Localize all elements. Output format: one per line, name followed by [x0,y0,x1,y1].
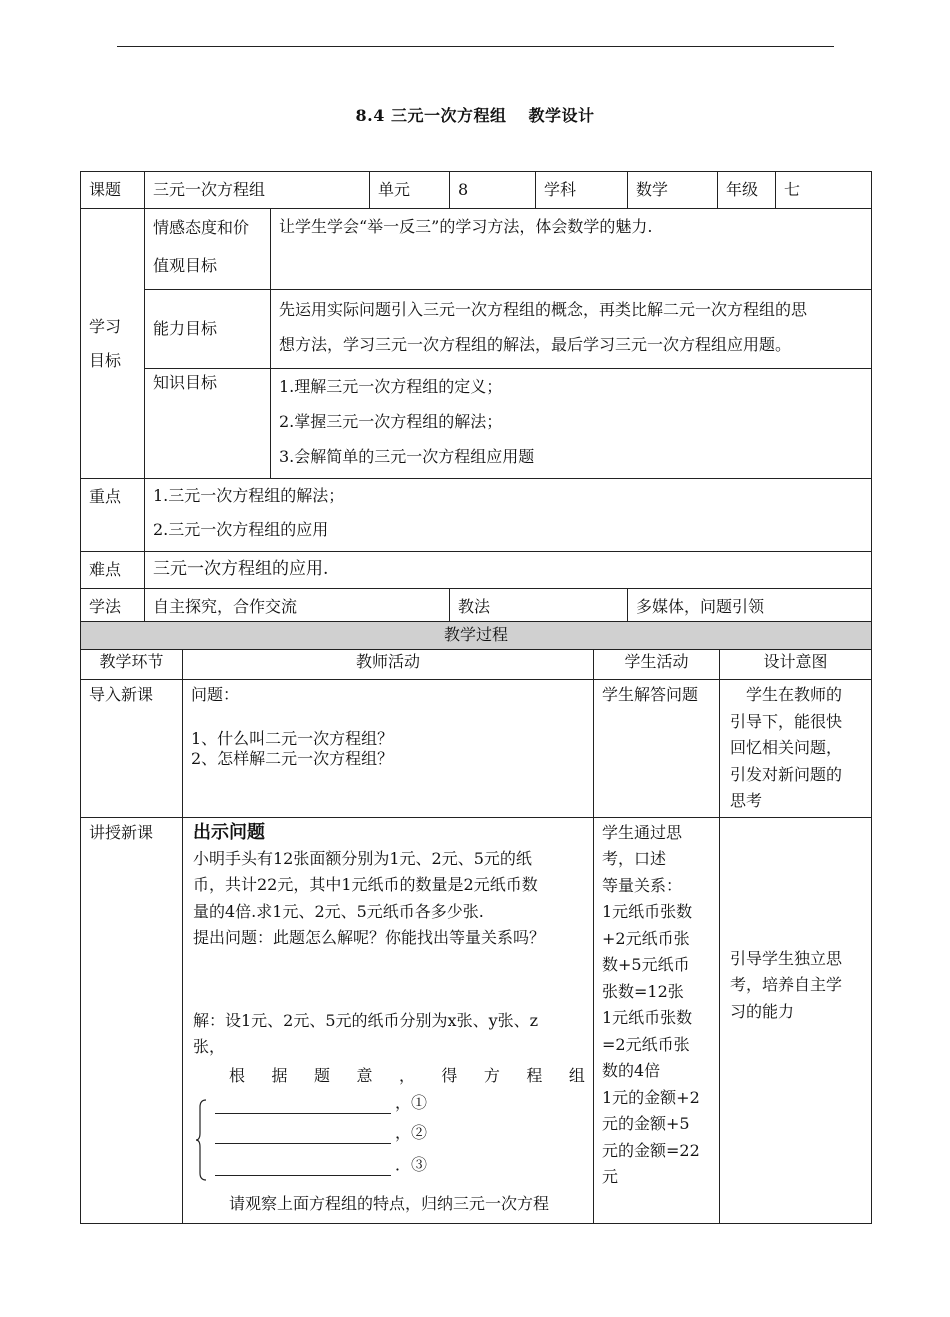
ability-goal-label: 能力目标 [145,290,271,369]
intent-teach: 引导学生独立思 考，培养自主学 习的能力 [720,817,872,1223]
key-label: 重点 [81,479,145,552]
stage-intro: 导入新课 [81,680,183,818]
study-method-label: 学法 [81,589,145,626]
column-header: 学生活动 [594,650,720,680]
difficulty-text: 三元一次方程组的应用. [145,552,872,589]
knowledge-item: 1.理解三元一次方程组的定义； [279,377,503,396]
column-header: 设计意图 [720,650,872,680]
goals-label: 学习 目标 [81,209,145,479]
question-item: 1、什么叫二元一次方程组？ [191,728,394,748]
column-header: 教师活动 [183,650,594,680]
key-item: 2.三元一次方程组的应用 [153,520,329,539]
equation-intro: 根 据 题 意 ， 得 方 程 组 [229,1065,585,1085]
student-activity-teach: 学生通过思 考，口述 等量关系： 1元纸币张数 +2元纸币张 数+5元纸币 张数=12张 1元纸币张数 =2元纸币张 数的4倍 1元的金额+2 元的金额+5 元的金额=22 元 [594,817,720,1223]
key-item: 1.三元一次方程组的解法； [153,486,345,505]
left-brace-icon [195,1099,207,1181]
key-list [145,479,872,552]
column-header: 教学环节 [81,650,183,680]
intent-intro: 学生在教师的 引导下，能很快 回忆相关问题， 引发对新问题的 思考 [720,680,872,818]
emotion-goal-label: 情感态度和价 值观目标 [145,209,271,290]
equation-marker: ．③ [395,1155,428,1174]
knowledge-item: 2.掌握三元一次方程组的解法； [279,412,503,431]
knowledge-goal-list [271,369,872,479]
solution-text: 解：设1元、2元、5元的纸币分别为x张、y张、z 张， [193,1010,539,1056]
page-title [0,103,950,126]
teach-method-label: 教法 [450,589,628,626]
teach-method-value: 多媒体，问题引领 [628,589,872,626]
equation-blank [215,1157,391,1176]
knowledge-item: 3.会解简单的三元一次方程组应用题 [279,447,535,466]
equation-blank [215,1095,391,1114]
title-suffix: 教学设计 [528,106,595,125]
problem-question: 提出问题：此题怎么解呢？你能找出等量关系吗？ [193,928,546,947]
equation-system [193,1095,585,1191]
stage-teach: 讲授新课 [81,817,183,1223]
problem-statement: 小明手头有12张面额分别为1元、2元、5元的纸 币，共计22元，其中1元纸币的数量是2元纸币数 量的4倍.求1元、2元、5元纸币各多少张. 提出问题：此题怎么解呢？你能找出等量关系吗？ [193,846,585,952]
lesson-info-table [80,171,872,626]
teaching-process-table [80,621,872,1224]
student-activity-intro: 学生解答问题 [594,680,720,818]
grade-value: 七 [776,172,872,209]
unit-value: 8 [450,172,536,209]
title-main: 8.4 三元一次方程组 [355,106,507,125]
equation-marker: ，① [395,1093,428,1112]
question-label: 问题： [191,685,240,704]
grade-label: 年级 [718,172,776,209]
ability-goal-text: 先运用实际问题引入三元一次方程组的概念，再类比解二元一次方程组的思 想方法，学习三元一次方程组的解法，最后学习三元一次方程组应用题。 [271,290,872,369]
equation-blank [215,1125,391,1144]
course-value: 三元一次方程组 [145,172,370,209]
teacher-activity-teach [183,817,594,1223]
study-method-value: 自主探究，合作交流 [145,589,450,626]
unit-label: 单元 [370,172,450,209]
emotion-goal-text: 让学生学会“举一反三”的学习方法，体会数学的魅力. [271,209,872,290]
observe-text: 请观察上面方程组的特点，归纳三元一次方程 [229,1194,550,1213]
subject-label: 学科 [536,172,628,209]
teacher-activity-intro [183,680,594,818]
header-rule [117,46,834,47]
equation-marker: ，② [395,1123,428,1142]
subject-value: 数学 [628,172,718,209]
difficulty-label: 难点 [81,552,145,589]
question-item: 2、怎样解二元一次方程组？ [191,748,394,768]
knowledge-goal-label: 知识目标 [145,369,271,479]
course-label: 课题 [81,172,145,209]
process-header: 教学过程 [81,622,872,650]
section-heading: 出示问题 [193,821,265,843]
